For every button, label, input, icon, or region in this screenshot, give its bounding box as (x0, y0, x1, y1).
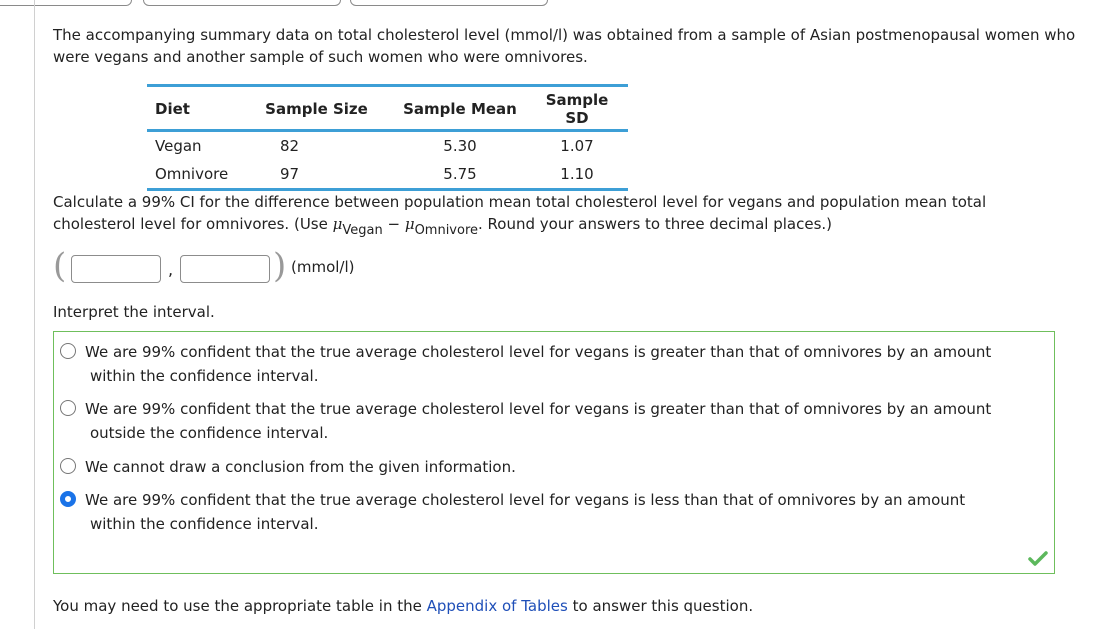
cell-sample-size: 97 (239, 160, 394, 190)
appendix-of-tables-link[interactable]: Appendix of Tables (426, 597, 568, 615)
cell-diet: Vegan (155, 137, 202, 155)
summary-table (147, 84, 628, 191)
header-diet: Diet (147, 86, 239, 131)
cell-sample-size: 82 (280, 137, 300, 155)
units-label: (mmol/l) (291, 258, 355, 276)
header-sample-sd: Sample SD (526, 86, 628, 131)
radio-button[interactable] (60, 343, 76, 359)
tab-stub-2[interactable] (143, 0, 341, 6)
prompt-text-after: . Round your answers to three decimal places.) (478, 215, 833, 233)
footer-note: You may need to use the appropriate table in the Appendix of Tables to answer this question. (53, 597, 754, 615)
tab-stub-1[interactable] (0, 0, 132, 6)
tab-stub-3[interactable] (350, 0, 548, 6)
choice-text: We are 99% confident that the true average cholesterol level for vegans is greater than that of omnivores by an amount outside the confidence interval. (85, 400, 992, 442)
table-row (147, 160, 628, 190)
cell-sample-mean: 5.30 (443, 137, 477, 155)
top-tab-strip (0, 0, 1101, 8)
left-border (34, 0, 35, 629)
cell-sample-sd: 1.10 (526, 160, 628, 190)
header-sample-size: Sample Size (239, 86, 394, 131)
subscript-omnivore: Omnivore (414, 223, 479, 238)
upper-bound-input[interactable] (180, 255, 270, 283)
table-row (147, 131, 628, 161)
choice-text: We are 99% confident that the true average cholesterol level for vegans is less than that of omnivores by an amount within the confidence interval. (85, 491, 966, 533)
interpret-label: Interpret the interval. (53, 303, 215, 321)
problem-intro: The accompanying summary data on total cholesterol level (mmol/l) was obtained from a sample of Asian postmenopausal women who were vegans and another sample of such women who were omnivores. (53, 26, 1076, 66)
comma-separator: , (168, 260, 174, 279)
check-icon (1028, 551, 1048, 567)
radio-button[interactable] (60, 458, 76, 474)
minus-sign: − (382, 215, 405, 233)
cell-sample-sd: 1.07 (560, 137, 594, 155)
subscript-vegan: Vegan (342, 223, 383, 238)
answer-choices (53, 331, 1055, 574)
cell-diet: Omnivore (147, 160, 239, 190)
open-paren: ( (53, 246, 67, 286)
mu-symbol: μ (332, 215, 343, 233)
close-paren: ) (273, 246, 287, 286)
prompt-text-before: Calculate a 99% CI for the difference between population mean total cholesterol level for vegans and population mean total cholesterol level for omnivores. (Use (53, 193, 987, 233)
radio-button[interactable] (60, 400, 76, 416)
radio-button-selected[interactable] (60, 491, 76, 507)
table-header-row (147, 86, 628, 131)
header-sample-mean: Sample Mean (394, 86, 526, 131)
cell-sample-mean: 5.75 (394, 160, 526, 190)
choice-text: We cannot draw a conclusion from the given information. (85, 458, 516, 476)
choice-text: We are 99% confident that the true average cholesterol level for vegans is greater than that of omnivores by an amount within the confidence interval. (85, 343, 992, 385)
mu-symbol: μ (404, 215, 415, 233)
lower-bound-input[interactable] (71, 255, 161, 283)
question-prompt (53, 191, 1053, 242)
